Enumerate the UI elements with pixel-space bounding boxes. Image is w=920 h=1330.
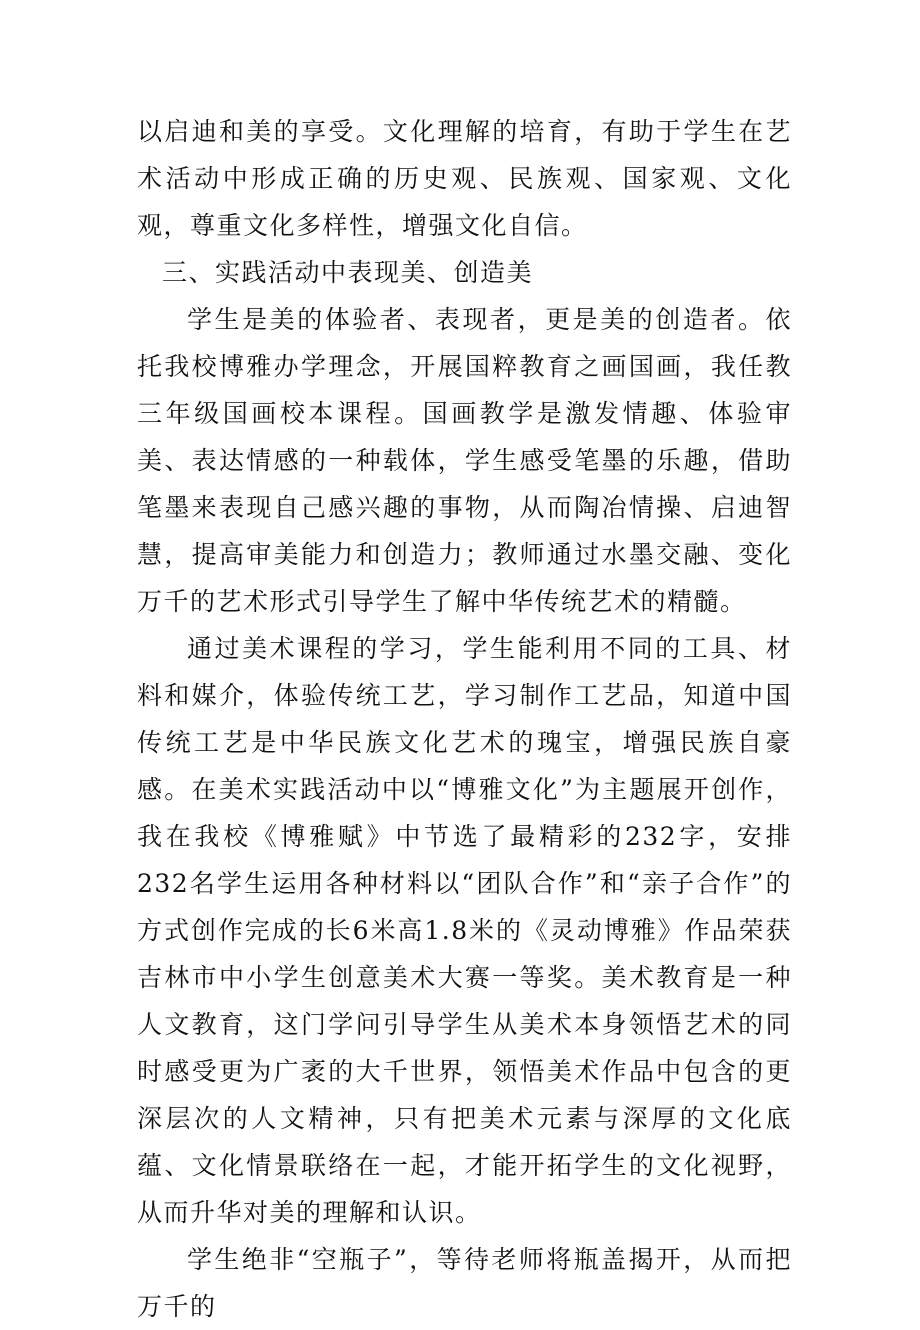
section-heading: 三、实践活动中表现美、创造美 — [162, 258, 534, 287]
document-body — [137, 108, 792, 1330]
paragraph-art-curriculum: 通过美术课程的学习，学生能利用不同的工具、材料和媒介，体验传统工艺，学习制作工艺品，知道中国传统工艺是中华民族文化艺术的瑰宝，增强民族自豪感。在美术实践活动中以“博雅文化”为主题展开创作，我在我校《博雅赋》中节选了最精彩的232字，安排232名学生运用各种材料以“团队合作”和“亲子合作”的方式创作完成的长6米高1.8米的《灵动博雅》作品荣获吉林市中小学生创意美术大赛一等奖。美术教育是一种人文教育，这门学问引导学生从美术本身领悟艺术的同时感受更为广袤的大千世界，领悟美术作品中包含的更深层次的人文精神，只有把美术元素与深厚的文化底蕴、文化情景联络在一起，才能开拓学生的文化视野，从而升华对美的理解和认识。 — [137, 634, 792, 1227]
paragraph-guohua-teaching: 学生是美的体验者、表现者，更是美的创造者。依托我校博雅办学理念，开展国粹教育之画国画，我任教三年级国画校本课程。国画教学是激发情趣、体验审美、表达情感的一种载体，学生感受笔墨的乐趣，借助笔墨来表现自己感兴趣的事物，从而陶冶情操、启迪智慧，提高审美能力和创造力；教师通过水墨交融、变化万千的艺术形式引导学生了解中华传统艺术的精髓。 — [137, 305, 792, 616]
paragraph-empty-bottle: 学生绝非“空瓶子”，等待老师将瓶盖揭开，从而把万千的 — [137, 1245, 792, 1321]
paragraph-continuation: 以启迪和美的享受。文化理解的培育，有助于学生在艺术活动中形成正确的历史观、民族观、国家观、文化观，尊重文化多样性，增强文化自信。 — [137, 117, 792, 240]
